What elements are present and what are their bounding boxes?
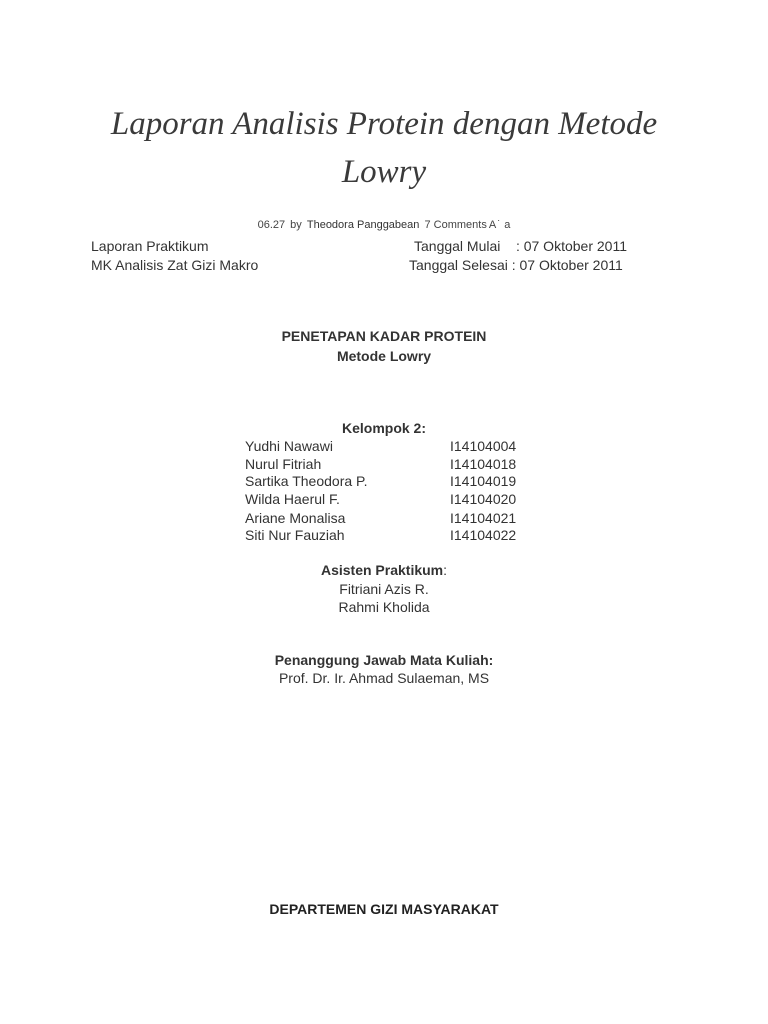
font-size-decrease-button[interactable]: a	[504, 218, 511, 231]
report-type: Laporan Praktikum	[91, 238, 209, 254]
post-meta	[0, 215, 768, 231]
section-subheading: Metode Lowry	[336, 348, 432, 364]
post-title: Laporan Analisis Protein dengan Metode Lowry	[110, 106, 658, 190]
member-name: Sartika Theodora P.	[245, 473, 368, 489]
course-name: MK Analisis Zat Gizi Makro	[91, 257, 259, 273]
font-size-increase-button[interactable]: A	[488, 218, 497, 231]
end-date: Tanggal Selesai : 07 Oktober 2011	[409, 257, 623, 273]
author-link[interactable]: Theodora Panggabean	[306, 218, 420, 231]
member-nim: I14104004	[450, 438, 517, 454]
member-nim: I14104020	[450, 491, 517, 507]
assistants-colon: :	[443, 562, 448, 578]
assistant-name: Rahmi Kholida	[338, 599, 430, 615]
member-nim: I14104022	[450, 527, 517, 543]
member-name: Nurul Fitriah	[245, 456, 322, 472]
lecturer-name: Prof. Dr. Ir. Ahmad Sulaeman, MS	[278, 670, 490, 686]
assistant-name: Fitriani Azis R.	[339, 581, 429, 597]
member-name: Ariane Monalisa	[245, 510, 346, 526]
member-nim: I14104021	[450, 510, 517, 526]
member-nim: I14104018	[450, 456, 517, 472]
member-name: Wilda Haerul F.	[245, 491, 340, 507]
start-date: Tanggal Mulai : 07 Oktober 2011	[414, 238, 627, 254]
post-by: by	[290, 218, 302, 231]
member-name: Yudhi Nawawi	[245, 438, 333, 454]
post-time: 06.27	[257, 218, 286, 231]
comments-link[interactable]: 7 Comments	[424, 218, 487, 231]
department-name: DEPARTEMEN GIZI MASYARAKAT	[269, 901, 499, 917]
group-label: Kelompok 2:	[341, 420, 426, 436]
font-size-separator: ·	[497, 215, 501, 225]
member-name: Siti Nur Fauziah	[245, 527, 345, 543]
member-nim: I14104019	[450, 473, 517, 489]
section-heading: PENETAPAN KADAR PROTEIN	[281, 328, 487, 344]
assistants-label: Asisten Praktikum	[320, 562, 444, 578]
assistants-heading	[0, 562, 768, 578]
lecturer-label: Penanggung Jawab Mata Kuliah:	[274, 652, 494, 668]
